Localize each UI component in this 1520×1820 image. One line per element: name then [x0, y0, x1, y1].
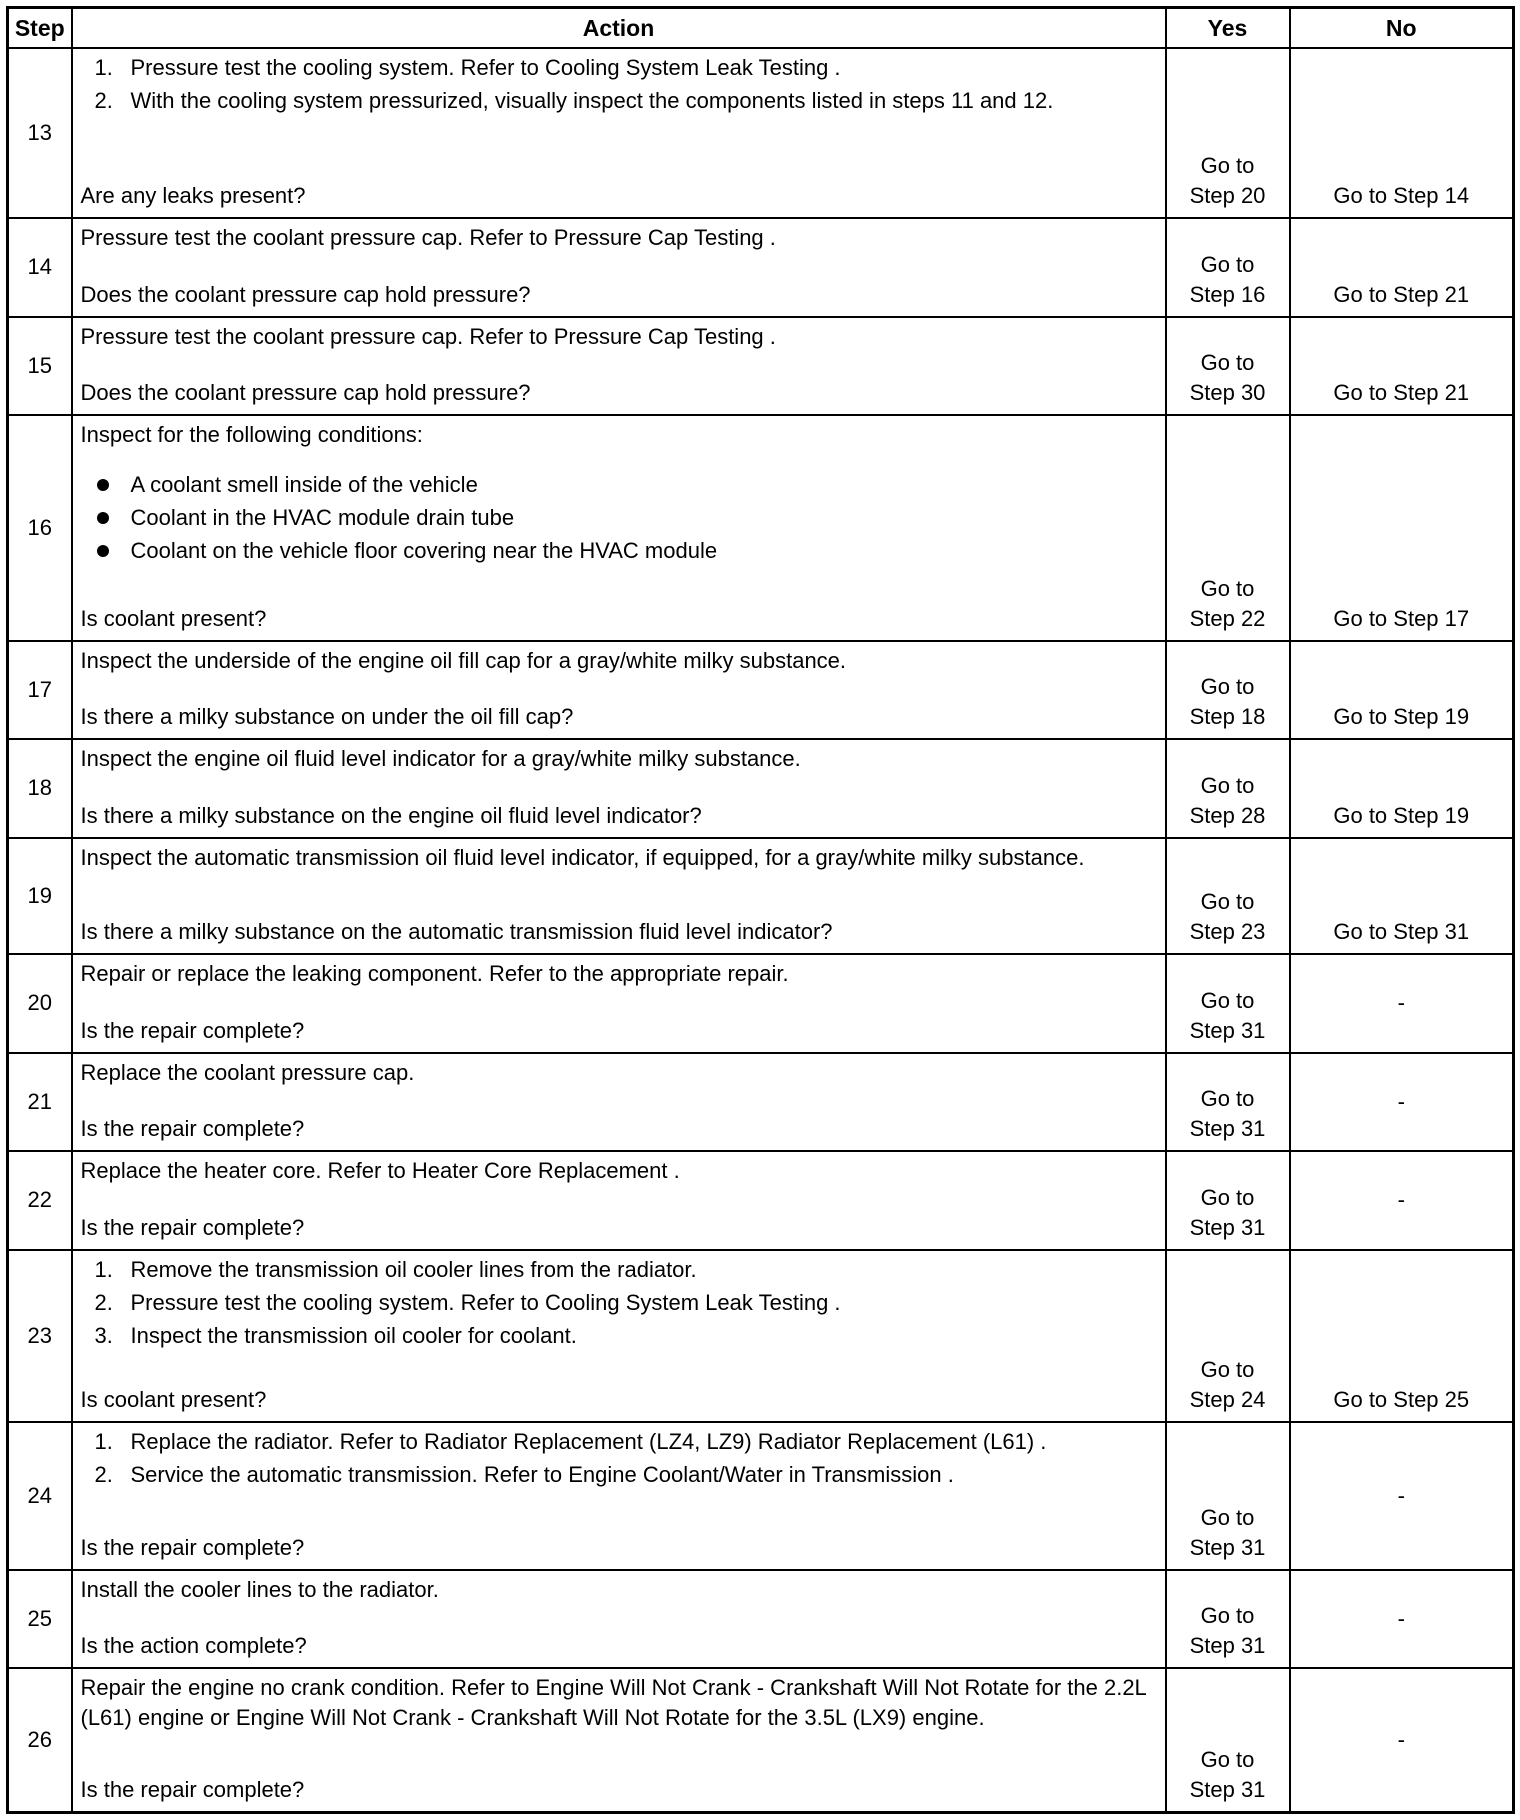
action-instruction: Inspect the underside of the engine oil fill cap for a gray/white milky substance.: [80, 647, 847, 673]
numbered-item: [81, 53, 1159, 83]
yes-step-target: Step 22: [1189, 605, 1266, 631]
step-number: 26: [8, 1668, 72, 1813]
action-header: Action: [72, 8, 1166, 49]
action-cell: [72, 954, 1166, 1052]
bullet-icon: [97, 512, 109, 524]
action-question: Is there a milky substance on under the oil fill cap?: [80, 704, 574, 730]
table-row: [8, 1250, 1514, 1422]
item-text: Inspect the transmission oil cooler for coolant.: [130, 1322, 577, 1348]
no-cell: Go to Step 21: [1290, 317, 1514, 415]
item-number: 1.: [94, 1428, 113, 1454]
action-cell: [72, 1053, 1166, 1151]
action-content: [81, 646, 1159, 732]
action-cell: [72, 1250, 1166, 1422]
step-number: 15: [8, 317, 72, 415]
step-number: 16: [8, 415, 72, 641]
yes-step-target: Step 31: [1189, 1017, 1266, 1043]
action-instruction: Replace the coolant pressure cap.: [80, 1059, 415, 1085]
item-text: Remove the transmission oil cooler lines from the radiator.: [130, 1256, 697, 1282]
item-text: Coolant on the vehicle floor covering near the HVAC module: [130, 538, 718, 563]
yes-goto-label: Go to: [1200, 575, 1255, 601]
yes-cell: [1166, 218, 1290, 316]
yes-cell: [1166, 415, 1290, 641]
action-instruction: Repair the engine no crank condition. Refer to Engine Will Not Crank - Crankshaft Will Not Rotate for the 2.2L (L61) engine or Engine Will Not Crank - Crankshaft Will Not Rotate for the 3.5L (LX9) engine.: [80, 1674, 1146, 1730]
action-cell: [72, 1570, 1166, 1668]
table-row: [8, 415, 1514, 641]
yes-step-target: Step 30: [1189, 380, 1266, 405]
bullet-icon: [97, 479, 109, 491]
no-cell: Go to Step 19: [1290, 641, 1514, 739]
no-cell: Go to Step 25: [1290, 1250, 1514, 1422]
item-text: Coolant in the HVAC module drain tube: [130, 505, 515, 530]
action-instruction: Inspect for the following conditions:: [80, 422, 423, 447]
action-question: Is the repair complete?: [80, 1017, 305, 1043]
no-cell: -: [1290, 1668, 1514, 1813]
bullet-icon: [97, 545, 109, 557]
step-number: 22: [8, 1151, 72, 1249]
action-content: [81, 744, 1159, 830]
yes-goto-label: Go to: [1200, 1747, 1255, 1772]
table-body: [8, 48, 1514, 1813]
action-cell: [72, 739, 1166, 837]
item-text: Pressure test the cooling system. Refer to Cooling System Leak Testing .: [130, 55, 841, 80]
step-number: 17: [8, 641, 72, 739]
yes-step-target: Step 31: [1189, 1116, 1266, 1142]
yes-goto-label: Go to: [1200, 350, 1255, 375]
yes-cell: [1166, 317, 1290, 415]
action-content: [81, 420, 1159, 634]
diagnostic-table: [6, 6, 1515, 1814]
action-content: [81, 322, 1159, 408]
numbered-list: [81, 53, 1159, 119]
action-cell: [72, 1422, 1166, 1570]
action-content: [81, 1575, 1159, 1661]
no-cell: Go to Step 17: [1290, 415, 1514, 641]
action-instruction: Pressure test the coolant pressure cap. Refer to Pressure Cap Testing .: [80, 323, 776, 349]
yes-cell: [1166, 641, 1290, 739]
yes-goto-label: Go to: [1200, 1504, 1255, 1530]
numbered-list: [81, 1427, 1159, 1493]
action-question: Is the repair complete?: [80, 1777, 305, 1802]
step-header: Step: [8, 8, 72, 49]
item-text: Service the automatic transmission. Refer to Engine Coolant/Water in Transmission .: [130, 1461, 954, 1487]
bullet-item: [81, 470, 1159, 500]
action-question: Is coolant present?: [80, 1386, 267, 1412]
action-question: Does the coolant pressure cap hold pressure?: [80, 380, 531, 405]
no-cell: -: [1290, 1570, 1514, 1668]
yes-goto-label: Go to: [1200, 1356, 1255, 1382]
step-number: 21: [8, 1053, 72, 1151]
yes-cell: [1166, 1422, 1290, 1570]
numbered-item: [81, 1321, 1159, 1351]
action-cell: [72, 415, 1166, 641]
table-row: [8, 1422, 1514, 1570]
action-instruction: Repair or replace the leaking component. Refer to the appropriate repair.: [80, 961, 789, 987]
action-question: Is there a milky substance on the automatic transmission fluid level indicator?: [80, 919, 833, 945]
step-number: 24: [8, 1422, 72, 1570]
action-content: [81, 53, 1159, 211]
step-number: 14: [8, 218, 72, 316]
action-question: Is coolant present?: [80, 605, 267, 631]
yes-step-target: Step 31: [1189, 1632, 1266, 1658]
numbered-item: [81, 1288, 1159, 1318]
table-row: [8, 317, 1514, 415]
action-question: Are any leaks present?: [80, 183, 306, 209]
item-number: 1.: [94, 55, 113, 80]
yes-cell: [1166, 48, 1290, 218]
action-question: Is the repair complete?: [80, 1116, 305, 1142]
yes-cell: [1166, 1250, 1290, 1422]
action-question: Is the action complete?: [80, 1632, 307, 1658]
bullet-list: [81, 470, 1159, 569]
step-number: 18: [8, 739, 72, 837]
yes-goto-label: Go to: [1200, 987, 1255, 1013]
no-cell: Go to Step 21: [1290, 218, 1514, 316]
action-cell: [72, 1151, 1166, 1249]
yes-goto-label: Go to: [1200, 772, 1255, 798]
table-row: [8, 218, 1514, 316]
action-question: Is the repair complete?: [80, 1534, 305, 1560]
yes-goto-label: Go to: [1200, 153, 1255, 179]
table-row: [8, 954, 1514, 1052]
yes-cell: [1166, 1151, 1290, 1249]
action-instruction: Pressure test the coolant pressure cap. Refer to Pressure Cap Testing .: [80, 225, 776, 251]
yes-cell: [1166, 739, 1290, 837]
action-cell: [72, 218, 1166, 316]
numbered-item: [81, 1427, 1159, 1457]
header-row: [8, 8, 1514, 49]
table-row: [8, 1668, 1514, 1813]
step-number: 13: [8, 48, 72, 218]
no-cell: Go to Step 31: [1290, 838, 1514, 955]
action-cell: [72, 641, 1166, 739]
yes-step-target: Step 20: [1189, 183, 1266, 209]
item-number: 2.: [94, 1289, 113, 1315]
action-question: Does the coolant pressure cap hold pressure?: [80, 281, 531, 307]
table-row: [8, 641, 1514, 739]
yes-cell: [1166, 1570, 1290, 1668]
action-content: [81, 843, 1159, 948]
no-cell: Go to Step 19: [1290, 739, 1514, 837]
yes-step-target: Step 23: [1189, 919, 1266, 945]
table-row: [8, 1570, 1514, 1668]
item-number: 2.: [94, 1461, 113, 1487]
yes-step-target: Step 31: [1189, 1534, 1266, 1560]
yes-cell: [1166, 1053, 1290, 1151]
action-content: [81, 1255, 1159, 1415]
no-cell: -: [1290, 954, 1514, 1052]
bullet-item: [81, 503, 1159, 533]
numbered-item: [81, 86, 1159, 116]
yes-header: Yes: [1166, 8, 1290, 49]
yes-step-target: Step 18: [1189, 704, 1266, 730]
action-cell: [72, 1668, 1166, 1813]
no-cell: -: [1290, 1151, 1514, 1249]
yes-step-target: Step 28: [1189, 802, 1266, 828]
no-cell: -: [1290, 1422, 1514, 1570]
yes-goto-label: Go to: [1200, 1086, 1255, 1112]
item-text: Replace the radiator. Refer to Radiator Replacement (LZ4, LZ9) Radiator Replacement (L61) .: [130, 1428, 1047, 1454]
action-question: Is there a milky substance on the engine oil fluid level indicator?: [80, 802, 702, 828]
step-number: 25: [8, 1570, 72, 1668]
action-content: [81, 1058, 1159, 1144]
action-instruction: Inspect the automatic transmission oil fluid level indicator, if equipped, for a gray/white milky substance.: [80, 844, 1085, 870]
action-cell: [72, 48, 1166, 218]
item-text: Pressure test the cooling system. Refer to Cooling System Leak Testing .: [130, 1289, 841, 1315]
action-content: [81, 959, 1159, 1045]
step-number: 23: [8, 1250, 72, 1422]
bullet-item: [81, 536, 1159, 566]
table-row: [8, 739, 1514, 837]
yes-cell: [1166, 954, 1290, 1052]
yes-cell: [1166, 838, 1290, 955]
item-text: With the cooling system pressurized, visually inspect the components listed in steps 11 and 12.: [130, 88, 1054, 113]
table-row: [8, 838, 1514, 955]
yes-cell: [1166, 1668, 1290, 1813]
action-cell: [72, 317, 1166, 415]
yes-step-target: Step 24: [1189, 1386, 1266, 1412]
yes-step-target: Step 31: [1189, 1214, 1266, 1240]
table-row: [8, 1053, 1514, 1151]
action-content: [81, 1156, 1159, 1242]
action-question: Is the repair complete?: [80, 1214, 305, 1240]
table-row: [8, 48, 1514, 218]
item-number: 3.: [94, 1322, 113, 1348]
action-instruction: Inspect the engine oil fluid level indicator for a gray/white milky substance.: [80, 746, 801, 772]
no-cell: -: [1290, 1053, 1514, 1151]
yes-goto-label: Go to: [1200, 889, 1255, 915]
action-content: [81, 1673, 1159, 1805]
item-text: A coolant smell inside of the vehicle: [130, 472, 478, 497]
no-header: No: [1290, 8, 1514, 49]
action-instruction: Replace the heater core. Refer to Heater Core Replacement .: [80, 1158, 680, 1184]
action-content: [81, 223, 1159, 309]
yes-goto-label: Go to: [1200, 1184, 1255, 1210]
numbered-item: [81, 1460, 1159, 1490]
yes-goto-label: Go to: [1200, 1602, 1255, 1628]
yes-goto-label: Go to: [1200, 251, 1255, 277]
yes-goto-label: Go to: [1200, 674, 1255, 700]
numbered-list: [81, 1255, 1159, 1354]
numbered-item: [81, 1255, 1159, 1285]
action-instruction: Install the cooler lines to the radiator.: [80, 1576, 439, 1602]
no-cell: Go to Step 14: [1290, 48, 1514, 218]
table-row: [8, 1151, 1514, 1249]
yes-step-target: Step 31: [1189, 1777, 1266, 1802]
yes-step-target: Step 16: [1189, 281, 1266, 307]
step-number: 20: [8, 954, 72, 1052]
action-cell: [72, 838, 1166, 955]
item-number: 1.: [94, 1256, 113, 1282]
action-content: [81, 1427, 1159, 1563]
item-number: 2.: [94, 88, 113, 113]
step-number: 19: [8, 838, 72, 955]
